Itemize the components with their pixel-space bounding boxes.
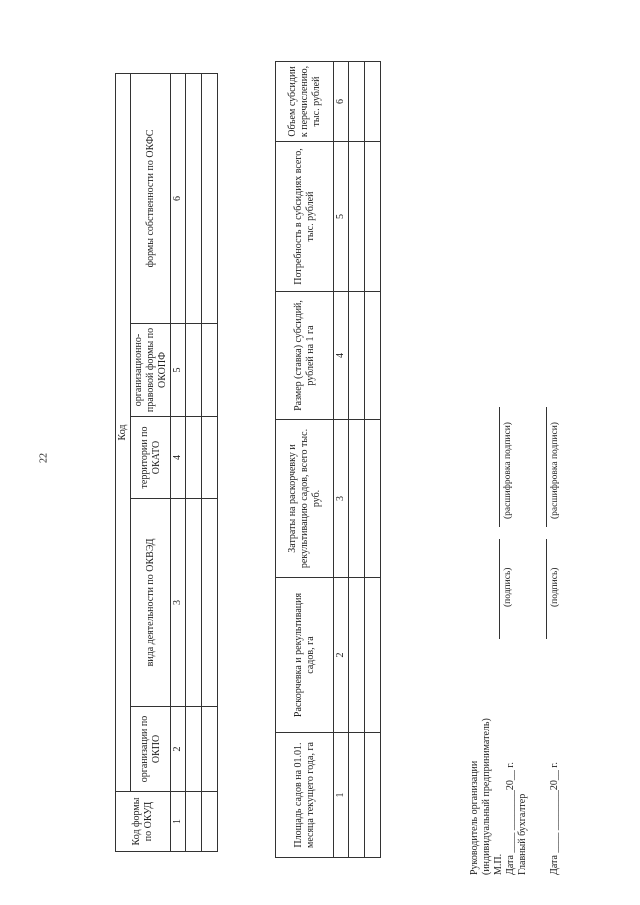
accountant-label: Главный бухгалтер bbox=[517, 793, 528, 875]
date-field: Дата ____ ________20__ г. bbox=[505, 762, 516, 875]
col-number: 1 bbox=[334, 733, 349, 858]
okved-header: вида деятельности по ОКВЭД bbox=[131, 499, 171, 707]
signature-block bbox=[468, 422, 578, 875]
col-number: 2 bbox=[171, 707, 186, 792]
head-signature-line bbox=[499, 539, 500, 639]
codes-table bbox=[115, 73, 218, 852]
need-header: Потребность в субсидиях всего, тыс. рублей bbox=[276, 142, 334, 292]
accountant-decode-line bbox=[546, 407, 547, 527]
col-number: 6 bbox=[171, 73, 186, 323]
accountant-signature-line bbox=[546, 539, 547, 639]
volume-header: Объем субсидии к перечислению, тыс. рублей bbox=[276, 62, 334, 142]
col-number: 4 bbox=[171, 417, 186, 499]
okato-header: территории по ОКАТО bbox=[131, 417, 171, 499]
head-label: Руководитель организации bbox=[469, 760, 480, 875]
col-number: 4 bbox=[334, 292, 349, 420]
empty-row bbox=[202, 73, 218, 851]
area-header: Площадь садов на 01.01. месяца текущего года, га bbox=[276, 733, 334, 858]
okpo-header: организации по ОКПО bbox=[131, 707, 171, 792]
kod-header: Код bbox=[116, 73, 131, 791]
uprooting-header: Раскорчевка и рекультивация садов, га bbox=[276, 578, 334, 733]
costs-header: Затраты на раскорчевку и рекультивацию садов, всего тыс. руб. bbox=[276, 420, 334, 578]
subsidy-table bbox=[275, 61, 381, 858]
decode-caption: (расшифровка подписи) bbox=[503, 422, 513, 519]
empty-row bbox=[349, 62, 365, 858]
empty-row bbox=[186, 73, 202, 851]
col-number: 1 bbox=[171, 792, 186, 852]
col-number: 3 bbox=[334, 420, 349, 578]
okfs-header: формы собственности по ОКФС bbox=[131, 73, 171, 323]
decode-caption-2: (расшифровка подписи) bbox=[550, 422, 560, 519]
okopf-header: организационно-правовой формы по ОКОПФ bbox=[131, 324, 171, 417]
head-decode-line bbox=[499, 407, 500, 527]
okud-header: Код формы по ОКУД bbox=[116, 792, 171, 852]
page-number: 22 bbox=[38, 453, 50, 463]
rate-header: Размер (ставка) субсидий, рублей на 1 га bbox=[276, 292, 334, 420]
col-number: 3 bbox=[171, 499, 186, 707]
mp-label: М.П. bbox=[493, 853, 504, 875]
signature-caption-2: (подпись) bbox=[550, 567, 560, 607]
col-number: 5 bbox=[334, 142, 349, 292]
col-number: 6 bbox=[334, 62, 349, 142]
entrepreneur-label: (индивидуальный предприниматель) bbox=[481, 718, 492, 875]
col-number: 2 bbox=[334, 578, 349, 733]
signature-caption: (подпись) bbox=[503, 567, 513, 607]
empty-row bbox=[365, 62, 381, 858]
date-field-2: Дата ____ ________20__ г. bbox=[549, 762, 560, 875]
col-number: 5 bbox=[171, 324, 186, 417]
